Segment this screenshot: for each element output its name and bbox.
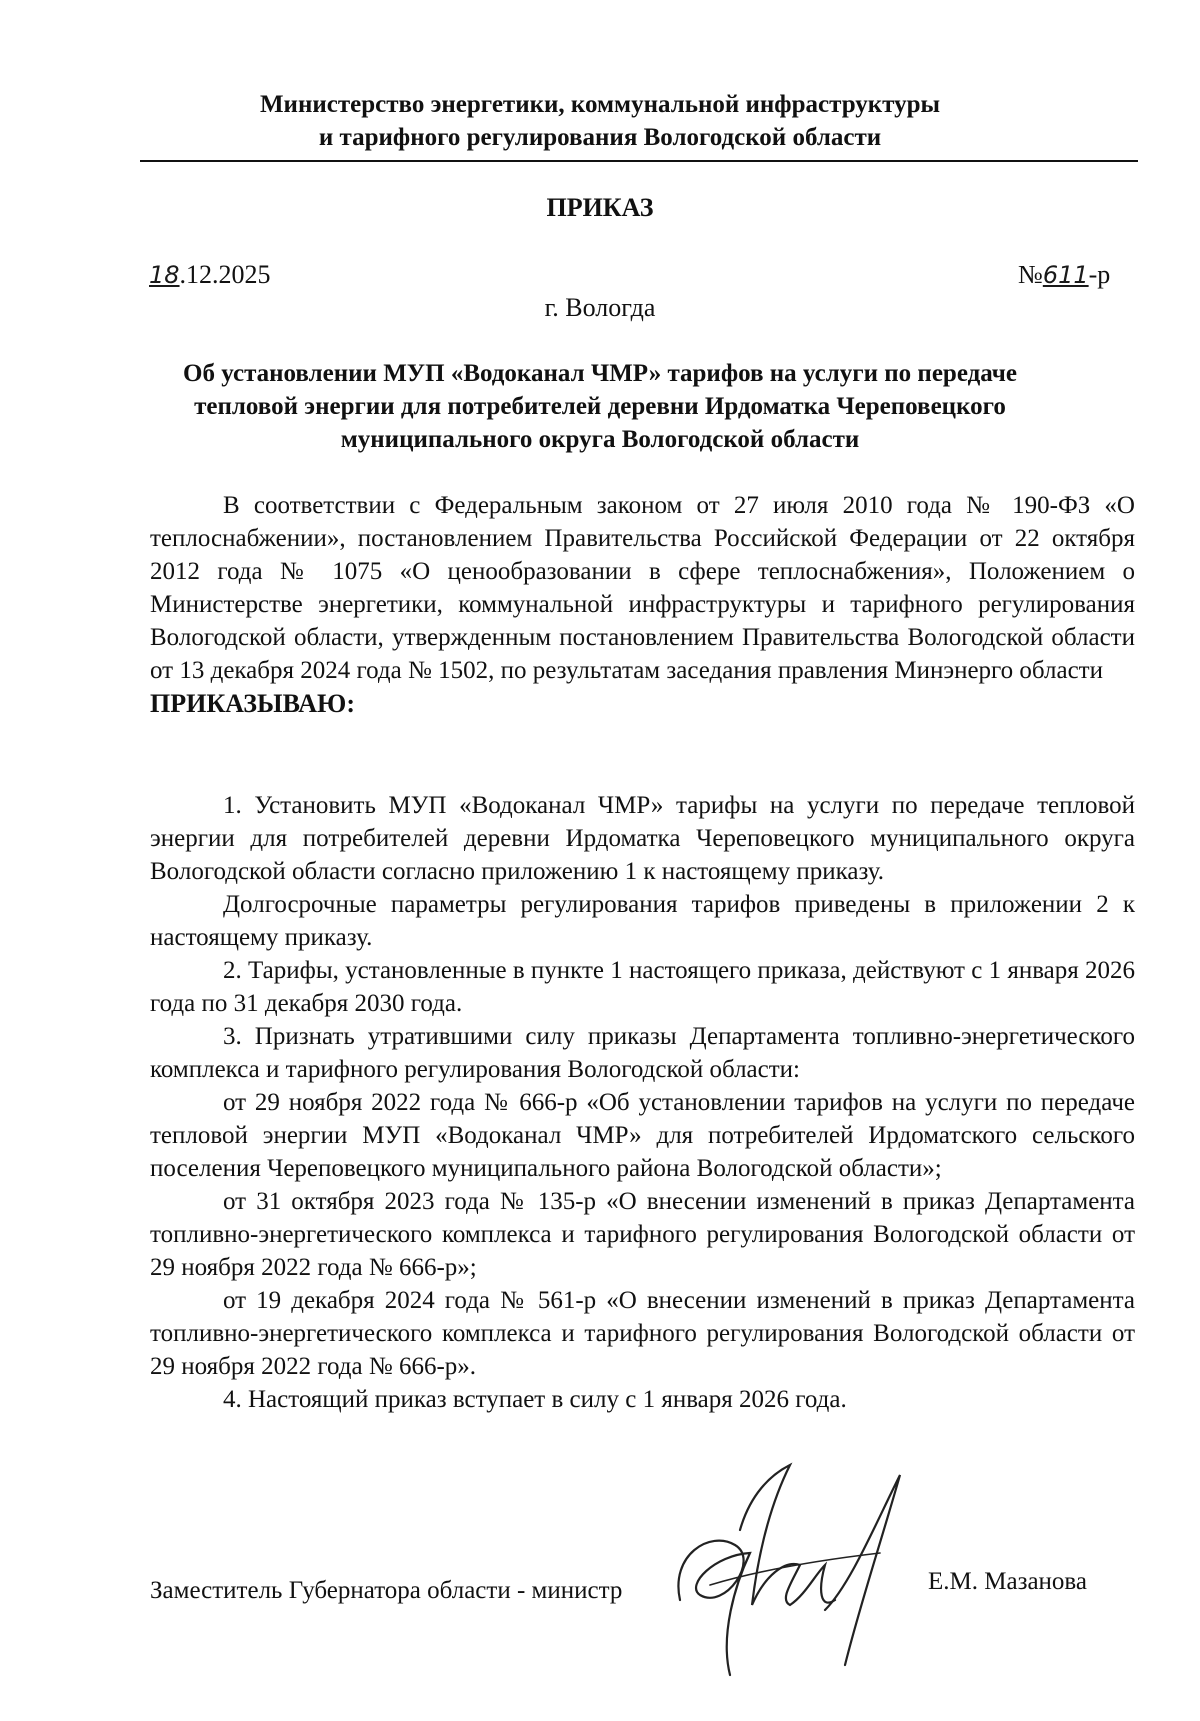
number-prefix: № <box>1018 260 1043 289</box>
number-suffix: -р <box>1088 260 1111 289</box>
document-type: ПРИКАЗ <box>546 193 654 222</box>
item-3-a: от 29 ноября 2022 года № 666-р «Об установлении тарифов на услуги по передаче тепловой энергии МУП «Водоканал ЧМР» для потребителей Ирдоматского сельского поселения Череповецкого муниципального района Вологодской области»; <box>150 1089 1135 1182</box>
handwritten-day: 18 <box>149 261 180 289</box>
item-1-params: Долгосрочные параметры регулирования тарифов приведены в приложении 2 к настоящему приказу. <box>150 891 1135 951</box>
city: г. Вологда <box>544 293 656 322</box>
signatory-position: Заместитель Губернатора области - министр <box>150 1577 623 1604</box>
signatory-name: Е.М. Мазанова <box>928 1568 1087 1595</box>
item-4: 4. Настоящий приказ вступает в силу с 1 января 2026 года. <box>223 1386 847 1413</box>
organization-name <box>140 88 1060 154</box>
preamble: В соответствии с Федеральным законом от 27 июля 2010 года № 190-ФЗ «О теплоснабжении», постановлением Правительства Российской Федерации от 22 октября 2012 года № 1075 «О ценообразовании в сфере теплоснабжения», Положением о Министерстве энергетики, коммунальной инфраструктуры и тарифного регулирования Вологодской области, утвержденным постановлением Правительства Вологодской области от 13 декабря 2024 года № 1502, по результатам заседания правления Минэнерго области <box>150 492 1135 684</box>
item-2: 2. Тарифы, установленные в пункте 1 настоящего приказа, действуют с 1 января 2026 года по 31 декабря 2030 года. <box>150 957 1136 1017</box>
date-rest: .12.2025 <box>179 260 271 289</box>
preamble-block <box>150 489 1135 720</box>
order-word: ПРИКАЗЫВАЮ: <box>150 689 355 718</box>
order-subject: Об установлении МУП «Водоканал ЧМР» тарифов на услуги по передаче тепловой энергии для потребителей деревни Ирдоматка Череповецкого муниципального округа Вологодской области <box>183 360 1017 453</box>
document-date <box>149 260 271 290</box>
handwritten-number: 611 <box>1042 261 1089 289</box>
item-1: 1. Установить МУП «Водоканал ЧМР» тарифы на услуги по передаче тепловой энергии для потребителей деревни Ирдоматка Череповецкого муниципального округа Вологодской области согласно приложению 1 к настоящему приказу. <box>150 792 1135 885</box>
order-items <box>150 789 1135 1416</box>
item-3-c: от 19 декабря 2024 года № 561-р «О внесении изменений в приказ Департамента топливно-энергетического комплекса и тарифного регулирования Вологодской области от 29 ноября 2022 года № 666-р». <box>150 1287 1135 1380</box>
org-line-2: и тарифного регулирования Вологодской области <box>318 124 882 151</box>
header-divider <box>140 160 1138 162</box>
handwritten-signature <box>640 1435 930 1695</box>
org-line-1: Министерство энергетики, коммунальной инфраструктуры <box>259 91 941 118</box>
item-3: 3. Признать утратившими силу приказы Департамента топливно-энергетического комплекса и тарифного регулирования Вологодской области: <box>150 1023 1135 1083</box>
document-number <box>1018 260 1110 290</box>
item-3-b: от 31 октября 2023 года № 135-р «О внесении изменений в приказ Департамента топливно-энергетического комплекса и тарифного регулирования Вологодской области от 29 ноября 2022 года № 666-р»; <box>150 1188 1135 1281</box>
